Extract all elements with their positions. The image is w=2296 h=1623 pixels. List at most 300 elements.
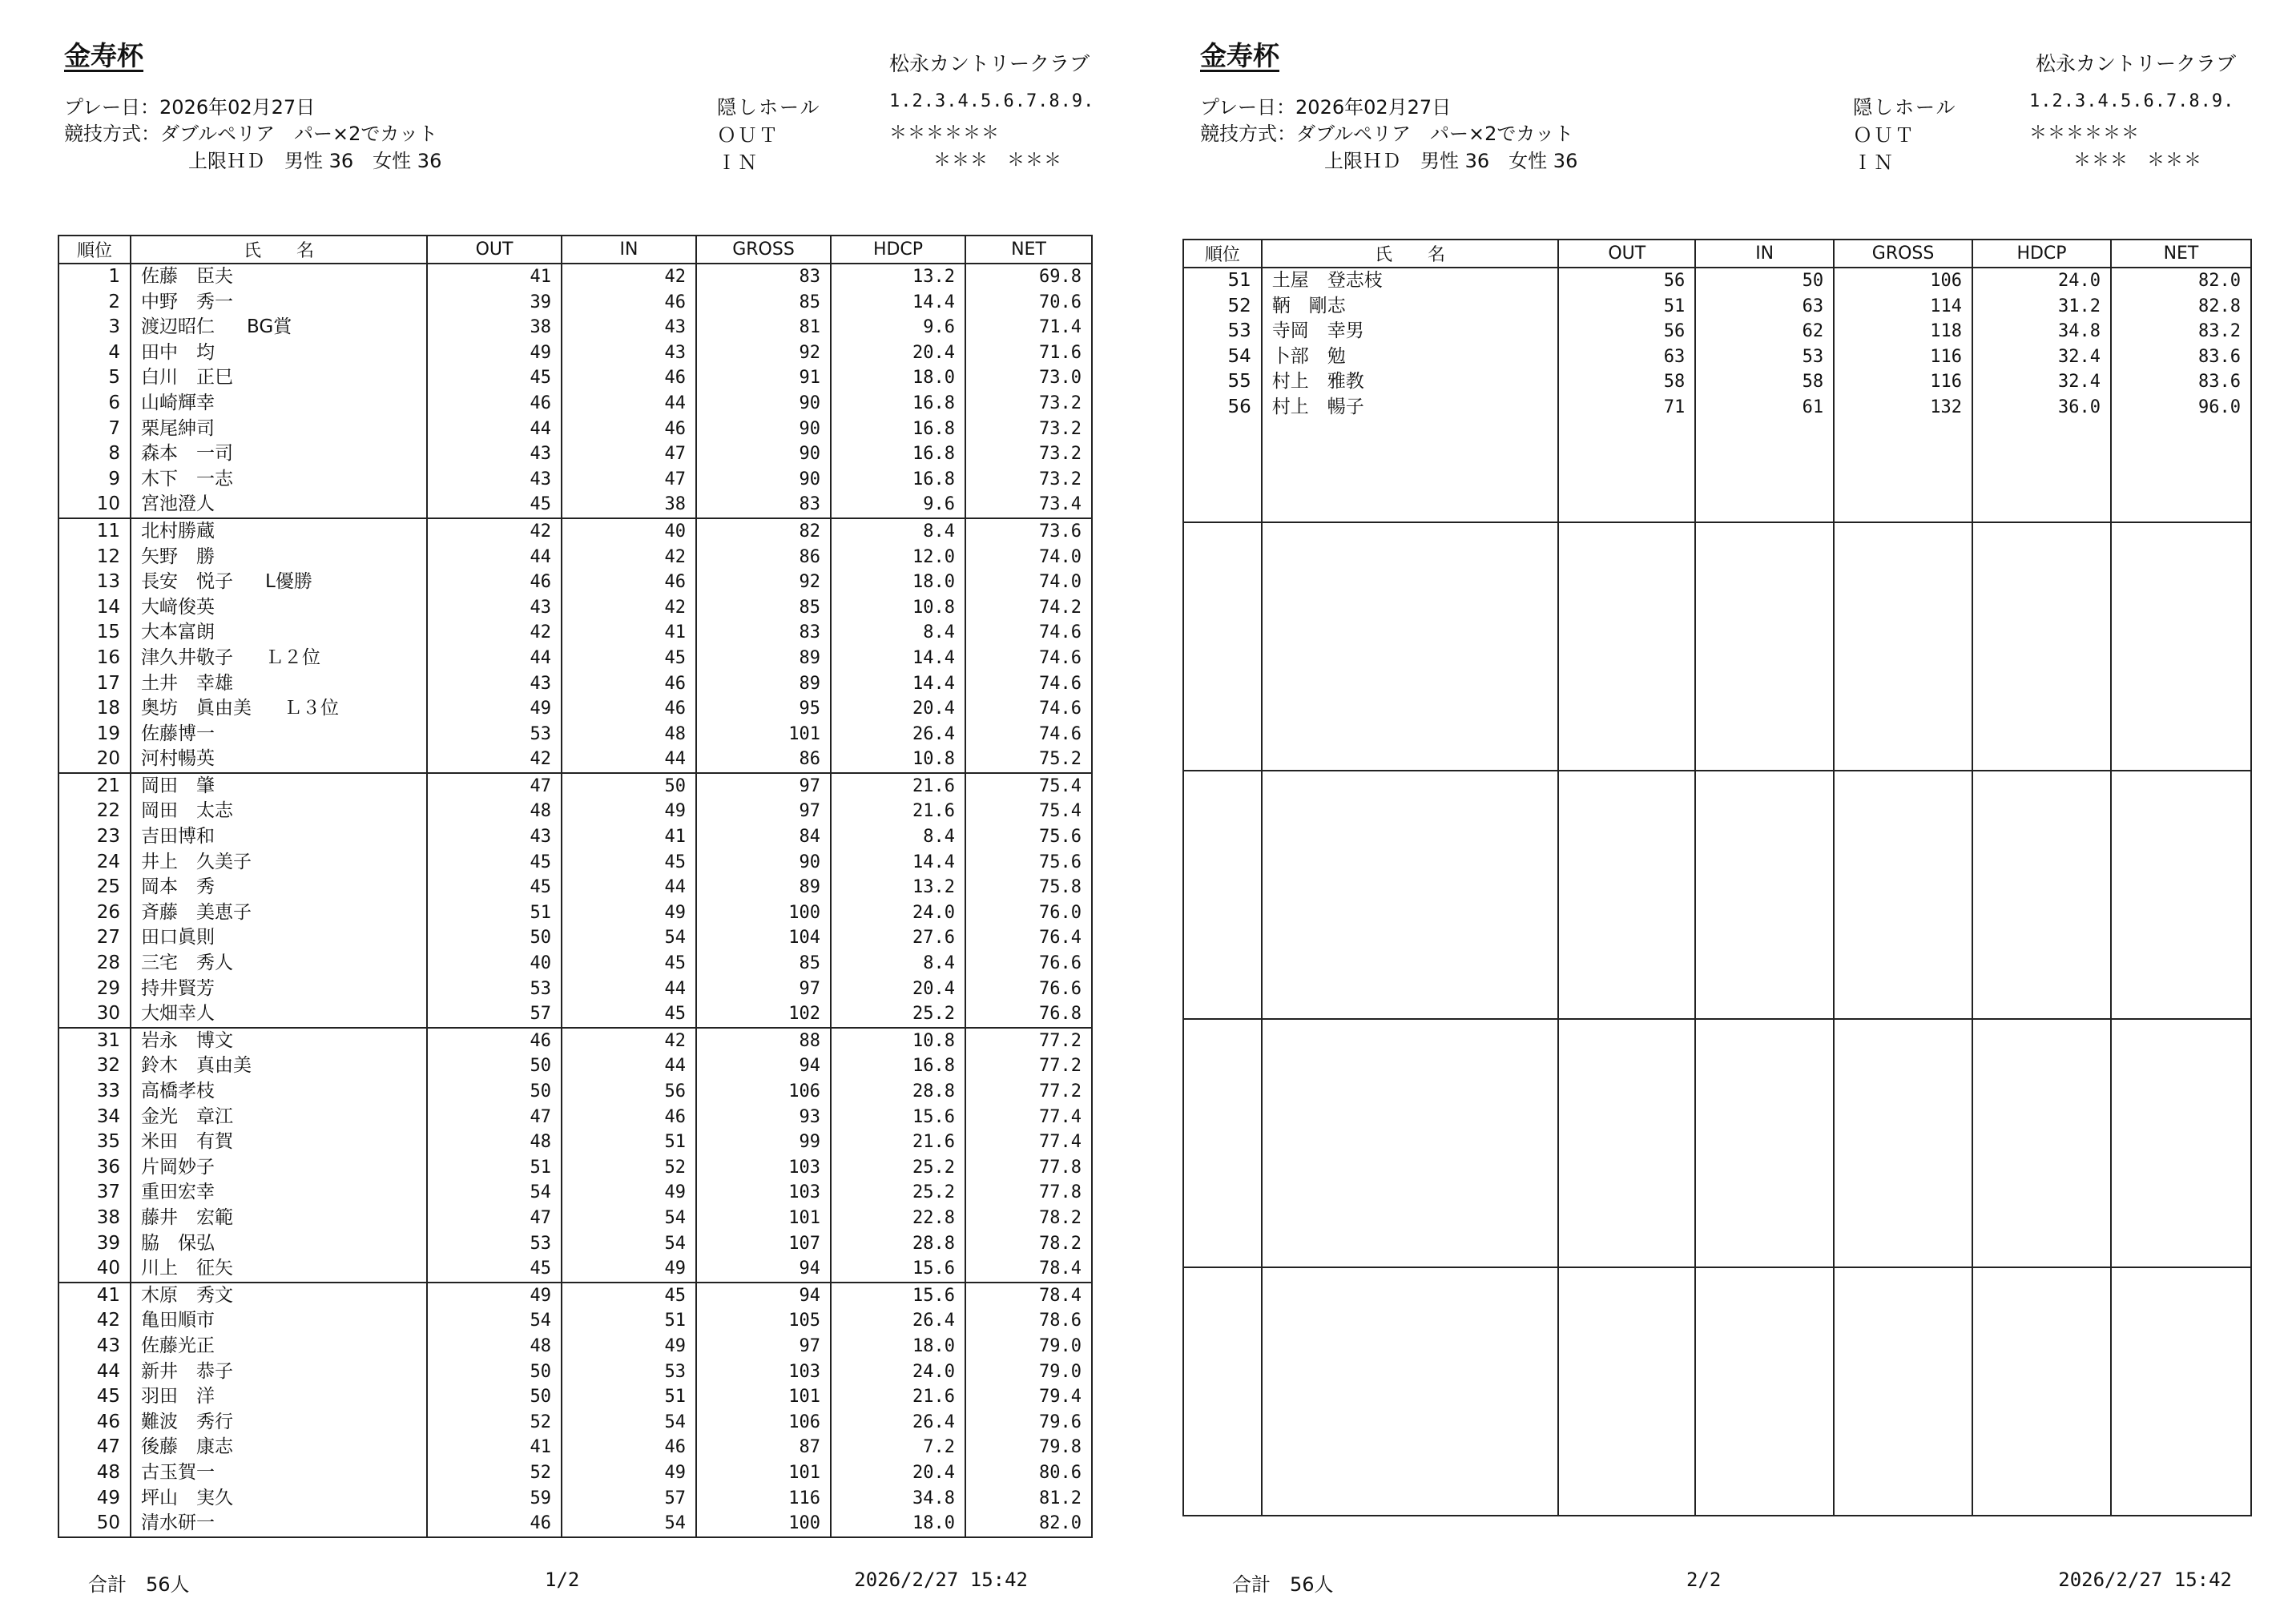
player-name: 長安 悦子 (141, 571, 233, 593)
out-cell: 45 (427, 365, 562, 391)
player-name: 斉藤 美恵子 (141, 901, 252, 923)
table-row (1183, 395, 2251, 421)
empty-cell (1558, 421, 1695, 446)
out-cell: 47 (427, 773, 562, 799)
rank-cell: 1 (58, 264, 131, 290)
in-cell: 46 (562, 1435, 696, 1460)
table-row (58, 391, 1092, 417)
play-date: プレー日：2026年02月27日 (64, 96, 316, 119)
empty-cell (1695, 471, 1834, 497)
gross-cell: 101 (696, 722, 831, 747)
rank-cell: 36 (58, 1155, 131, 1181)
net-cell: 77.4 (965, 1130, 1092, 1155)
name-cell (131, 951, 427, 977)
rank-cell: 3 (58, 315, 131, 340)
gross-cell: 94 (696, 1256, 831, 1283)
event-title: 金寿杯 (1200, 40, 1279, 71)
player-name: 岡本 秀 (141, 876, 215, 898)
award-label: BG賞 (247, 316, 292, 338)
name-cell (131, 1206, 427, 1231)
rank-cell: 43 (58, 1334, 131, 1359)
player-name: 片岡妙子 (141, 1156, 215, 1178)
table-row (58, 951, 1092, 977)
player-name: 井上 久美子 (141, 851, 252, 872)
gross-cell: 103 (696, 1180, 831, 1206)
gross-cell: 92 (696, 570, 831, 595)
rank-cell: 33 (58, 1079, 131, 1105)
hdcp-cell: 8.4 (831, 824, 965, 850)
out-cell: 50 (427, 925, 562, 951)
in-cell: 47 (562, 467, 696, 493)
table-row (58, 1460, 1092, 1486)
table-row (58, 1079, 1092, 1105)
empty-cell (1972, 471, 2111, 497)
out-cell: 53 (427, 1231, 562, 1257)
total-players: 合計 56人 (88, 1573, 190, 1596)
out-cell: 45 (427, 850, 562, 876)
out-cell: 46 (427, 1028, 562, 1054)
net-cell: 77.4 (965, 1105, 1092, 1130)
gross-cell: 97 (696, 799, 831, 824)
out-cell: 42 (427, 620, 562, 646)
gross-cell: 87 (696, 1435, 831, 1460)
hidden-holes-value: 1.2.3.4.5.6.7.8.9. (2029, 91, 2235, 111)
rank-cell: 15 (58, 620, 131, 646)
net-cell: 77.2 (965, 1079, 1092, 1105)
out-cell: 56 (1558, 268, 1695, 294)
empty-cell (1695, 1019, 1834, 1267)
name-cell (131, 340, 427, 366)
name-cell (131, 441, 427, 467)
net-cell: 79.4 (965, 1384, 1092, 1410)
gross-cell: 90 (696, 441, 831, 467)
in-cell: 44 (562, 391, 696, 417)
name-cell (131, 925, 427, 951)
name-cell (131, 824, 427, 850)
name-cell (131, 1486, 427, 1512)
in-cell: 46 (562, 290, 696, 316)
rank-cell: 8 (58, 441, 131, 467)
rank-cell: 48 (58, 1460, 131, 1486)
player-name: 森本 一司 (141, 443, 233, 465)
net-cell: 96.0 (2111, 395, 2251, 421)
name-cell (1262, 369, 1559, 395)
empty-cell (1558, 522, 1695, 771)
empty-cell (1558, 471, 1695, 497)
player-name: 北村勝蔵 (141, 520, 215, 542)
out-cell: 51 (427, 900, 562, 926)
player-name: 金光 章江 (141, 1105, 233, 1127)
net-cell: 75.6 (965, 824, 1092, 850)
gross-cell: 102 (696, 1001, 831, 1028)
hdcp-cell: 34.8 (1972, 319, 2111, 344)
player-name: 田口眞則 (141, 927, 215, 948)
rank-cell: 56 (1183, 395, 1262, 421)
out-cell: 63 (1558, 344, 1695, 370)
player-name: 山崎輝幸 (141, 392, 215, 413)
player-name: 岡田 太志 (141, 800, 233, 822)
net-cell: 74.6 (965, 722, 1092, 747)
name-cell (131, 1130, 427, 1155)
player-name: 卜部 勉 (1271, 345, 1346, 367)
player-name: 亀田順市 (141, 1310, 215, 1331)
table-row (1183, 344, 2251, 370)
net-cell: 77.8 (965, 1155, 1092, 1181)
hdcp-cell: 25.2 (831, 1155, 965, 1181)
empty-cell (1972, 1267, 2111, 1516)
table-row (58, 1334, 1092, 1359)
table-row (58, 646, 1092, 671)
in-cell: 44 (562, 977, 696, 1002)
empty-cell (1558, 496, 1695, 522)
out-cell: 43 (427, 467, 562, 493)
net-cell: 75.2 (965, 747, 1092, 773)
player-name: 佐藤博一 (141, 723, 215, 744)
col-out: OUT (1558, 240, 1695, 268)
name-cell (131, 1308, 427, 1334)
player-name: 羽田 洋 (141, 1386, 215, 1408)
hdcp-cell: 9.6 (831, 315, 965, 340)
rank-cell: 53 (1183, 319, 1262, 344)
empty-cell (1183, 771, 1262, 1019)
out-cell: 53 (427, 977, 562, 1002)
table-row (58, 773, 1092, 799)
table-row (58, 315, 1092, 340)
net-cell: 79.8 (965, 1435, 1092, 1460)
out-cell: 42 (427, 747, 562, 773)
name-cell (131, 467, 427, 493)
gross-cell: 91 (696, 365, 831, 391)
net-cell: 76.6 (965, 977, 1092, 1002)
out-cell: 50 (427, 1079, 562, 1105)
hdcp-cell: 14.4 (831, 646, 965, 671)
net-cell: 69.8 (965, 264, 1092, 290)
rank-cell: 27 (58, 925, 131, 951)
out-cell: 45 (427, 492, 562, 518)
gross-cell: 83 (696, 264, 831, 290)
table-row (58, 290, 1092, 316)
table-row (58, 1028, 1092, 1054)
out-cell: 59 (427, 1486, 562, 1512)
in-cell: 42 (562, 1028, 696, 1054)
hdcp-cell: 32.4 (1972, 344, 2111, 370)
gross-cell: 86 (696, 747, 831, 773)
empty-cell (1695, 421, 1834, 446)
table-row (58, 1256, 1092, 1283)
gross-cell: 82 (696, 518, 831, 545)
table-row (58, 1130, 1092, 1155)
player-name: 村上 雅教 (1271, 371, 1364, 393)
hdcp-cell: 10.8 (831, 595, 965, 621)
in-cell: 43 (562, 315, 696, 340)
net-cell: 82.0 (965, 1511, 1092, 1537)
table-row (58, 1384, 1092, 1410)
player-name: 清水研一 (141, 1512, 215, 1534)
gross-cell: 93 (696, 1105, 831, 1130)
page-2 (1148, 0, 2296, 1623)
name-cell (131, 900, 427, 926)
name-cell (131, 1180, 427, 1206)
results-table-page-2 (1182, 239, 2252, 1516)
empty-cell (1262, 445, 1559, 471)
in-cell: 43 (562, 340, 696, 366)
in-cell: 50 (1695, 268, 1834, 294)
hdcp-cell: 28.8 (831, 1231, 965, 1257)
table-row (58, 671, 1092, 697)
empty-cell (1262, 496, 1559, 522)
player-name: 後藤 康志 (141, 1436, 233, 1458)
table-row (58, 570, 1092, 595)
in-cell: 61 (1695, 395, 1834, 421)
gross-cell: 94 (696, 1053, 831, 1079)
empty-block (1183, 1019, 2251, 1267)
net-cell: 73.2 (965, 391, 1092, 417)
hdcp-cell: 8.4 (831, 620, 965, 646)
rank-cell: 6 (58, 391, 131, 417)
player-name: 持井賢芳 (141, 977, 215, 999)
gross-cell: 132 (1834, 395, 1972, 421)
out-cell: 40 (427, 951, 562, 977)
in-cell: 54 (562, 1231, 696, 1257)
empty-cell (1695, 1267, 1834, 1516)
player-name: 鞆 剛志 (1271, 295, 1346, 316)
gross-cell: 97 (696, 773, 831, 799)
net-cell: 71.6 (965, 340, 1092, 366)
rank-cell: 10 (58, 492, 131, 518)
out-cell: 38 (427, 315, 562, 340)
club-name: 松永カントリークラブ (2035, 52, 2236, 75)
in-cell: 54 (562, 1410, 696, 1436)
table-row (58, 264, 1092, 290)
net-cell: 79.0 (965, 1334, 1092, 1359)
rank-cell: 34 (58, 1105, 131, 1130)
award-label: L優勝 (265, 571, 312, 593)
out-cell: 39 (427, 290, 562, 316)
col-rank: 順位 (1183, 240, 1262, 268)
player-name: 大﨑俊英 (141, 596, 215, 618)
hdcp-cell: 21.6 (831, 1384, 965, 1410)
rank-cell: 46 (58, 1410, 131, 1436)
name-cell (131, 1460, 427, 1486)
hdcp-cell: 34.8 (831, 1486, 965, 1512)
rank-cell: 25 (58, 875, 131, 900)
hdcp-cell: 14.4 (831, 850, 965, 876)
net-cell: 71.4 (965, 315, 1092, 340)
in-cell: 45 (562, 646, 696, 671)
name-cell (131, 646, 427, 671)
empty-cell (1558, 1019, 1695, 1267)
rank-cell: 19 (58, 722, 131, 747)
out-cell: 43 (427, 441, 562, 467)
table-row (58, 492, 1092, 518)
in-cell: 44 (562, 875, 696, 900)
name-cell (131, 1155, 427, 1181)
name-cell (131, 671, 427, 697)
col-gross: GROSS (1834, 240, 1972, 268)
gross-cell: 104 (696, 925, 831, 951)
name-cell (131, 492, 427, 518)
name-cell (131, 1435, 427, 1460)
rank-cell: 18 (58, 696, 131, 722)
gross-cell: 106 (696, 1079, 831, 1105)
net-cell: 77.2 (965, 1028, 1092, 1054)
name-cell (131, 850, 427, 876)
table-row (58, 925, 1092, 951)
hdcp-cell: 10.8 (831, 1028, 965, 1054)
gross-cell: 116 (696, 1486, 831, 1512)
table-row (58, 1511, 1092, 1537)
player-name: 渡辺昭仁 (141, 316, 215, 338)
table-row (58, 1231, 1092, 1257)
gross-cell: 85 (696, 595, 831, 621)
gross-cell: 84 (696, 824, 831, 850)
hdcp-cell: 15.6 (831, 1105, 965, 1130)
rank-cell: 41 (58, 1283, 131, 1309)
gross-cell: 103 (696, 1155, 831, 1181)
rank-cell: 42 (58, 1308, 131, 1334)
table-row (58, 1283, 1092, 1309)
empty-cell (2111, 1019, 2251, 1267)
player-name: 川上 征矢 (141, 1258, 233, 1279)
hdcp-cell: 22.8 (831, 1206, 965, 1231)
name-cell (131, 545, 427, 570)
table-row (58, 365, 1092, 391)
out-cell: 54 (427, 1180, 562, 1206)
results-table-page-1 (58, 235, 1093, 1538)
hdcp-cell: 15.6 (831, 1256, 965, 1283)
name-cell (1262, 268, 1559, 294)
net-cell: 82.8 (2111, 294, 2251, 320)
out-cell: 54 (427, 1308, 562, 1334)
gross-cell: 100 (696, 1511, 831, 1537)
in-cell: 46 (562, 696, 696, 722)
out-cell: 45 (427, 1256, 562, 1283)
empty-cell (1558, 771, 1695, 1019)
rank-cell: 30 (58, 1001, 131, 1028)
player-name: 脇 保弘 (141, 1232, 215, 1254)
out-cell: 47 (427, 1105, 562, 1130)
rank-cell: 11 (58, 518, 131, 545)
name-cell (131, 1256, 427, 1283)
player-name: 吉田博和 (141, 826, 215, 848)
player-name: 栗尾紳司 (141, 417, 215, 439)
table-row (1183, 294, 2251, 320)
player-name: 河村暢英 (141, 748, 215, 770)
in-cell: 45 (562, 1001, 696, 1028)
hdcp-cell: 31.2 (1972, 294, 2111, 320)
empty-cell (1262, 771, 1559, 1019)
table-row (58, 850, 1092, 876)
in-cell: 51 (562, 1130, 696, 1155)
player-name: 藤井 宏範 (141, 1206, 233, 1228)
name-cell (1262, 319, 1559, 344)
gross-cell: 99 (696, 1130, 831, 1155)
in-cell: 45 (562, 850, 696, 876)
empty-cell (1834, 445, 1972, 471)
name-cell (131, 315, 427, 340)
name-cell (131, 747, 427, 773)
club-name: 松永カントリークラブ (888, 52, 1090, 75)
table-header (1183, 240, 2251, 268)
name-cell (131, 595, 427, 621)
name-cell (1262, 395, 1559, 421)
out-cell: 52 (427, 1460, 562, 1486)
rank-cell: 24 (58, 850, 131, 876)
gross-cell: 88 (696, 1028, 831, 1054)
col-hdcp: HDCP (1972, 240, 2111, 268)
net-cell: 79.6 (965, 1410, 1092, 1436)
in-cell: 46 (562, 417, 696, 442)
player-name: 重田宏幸 (141, 1182, 215, 1203)
out-cell: 56 (1558, 319, 1695, 344)
player-name: 鈴木 真由美 (141, 1055, 252, 1077)
net-cell: 74.6 (965, 696, 1092, 722)
table-row (58, 620, 1092, 646)
name-cell (131, 1231, 427, 1257)
gross-cell: 83 (696, 492, 831, 518)
hidden-out-value: ＊＊＊＊＊＊ (2029, 123, 2141, 143)
empty-cell (2111, 445, 2251, 471)
hdcp-cell: 36.0 (1972, 395, 2111, 421)
rank-cell: 37 (58, 1180, 131, 1206)
hdcp-cell: 7.2 (831, 1435, 965, 1460)
gross-cell: 114 (1834, 294, 1972, 320)
in-cell: 49 (562, 1256, 696, 1283)
net-cell: 74.0 (965, 545, 1092, 570)
gross-cell: 92 (696, 340, 831, 366)
in-cell: 48 (562, 722, 696, 747)
in-cell: 44 (562, 1053, 696, 1079)
player-name: 高橋孝枝 (141, 1081, 215, 1101)
hdcp-cell: 32.4 (1972, 369, 2111, 395)
rank-cell: 35 (58, 1130, 131, 1155)
empty-cell (1558, 1267, 1695, 1516)
empty-cell (1183, 1019, 1262, 1267)
hdcp-cell: 16.8 (831, 1053, 965, 1079)
out-cell: 43 (427, 595, 562, 621)
hdcp-cell: 16.8 (831, 441, 965, 467)
gross-cell: 90 (696, 467, 831, 493)
empty-row (1183, 471, 2251, 497)
rank-cell: 28 (58, 951, 131, 977)
play-date: プレー日：2026年02月27日 (1200, 96, 1452, 119)
net-cell: 83.2 (2111, 319, 2251, 344)
name-cell (131, 799, 427, 824)
hdcp-cell: 24.0 (831, 1359, 965, 1385)
col-net: NET (965, 236, 1092, 264)
table-row (58, 1001, 1092, 1028)
gross-cell: 116 (1834, 344, 1972, 370)
empty-block (1183, 771, 2251, 1019)
hidden-in-value: ＊＊＊ ＊＊＊ (933, 151, 1063, 171)
net-cell: 74.6 (965, 671, 1092, 697)
net-cell: 74.6 (965, 646, 1092, 671)
player-name: 岡田 肇 (141, 775, 215, 796)
empty-cell (1834, 496, 1972, 522)
name-cell (131, 1079, 427, 1105)
in-cell: 54 (562, 1206, 696, 1231)
empty-cell (2111, 421, 2251, 446)
net-cell: 76.6 (965, 951, 1092, 977)
empty-cell (1183, 1267, 1262, 1516)
name-cell (131, 620, 427, 646)
hdcp-cell: 20.4 (831, 340, 965, 366)
table-row (58, 1486, 1092, 1512)
table-row (58, 1435, 1092, 1460)
table-row (58, 1180, 1092, 1206)
name-cell (131, 1511, 427, 1537)
col-in: IN (562, 236, 696, 264)
